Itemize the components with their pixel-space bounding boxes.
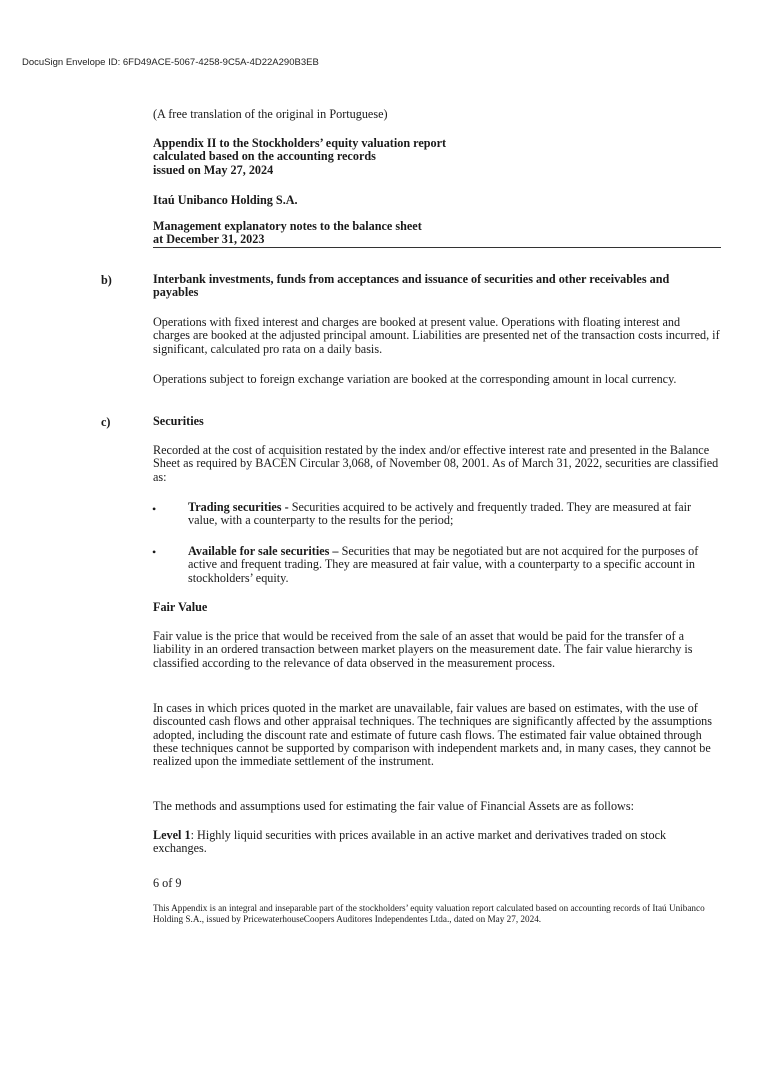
fair-value-heading: Fair Value [153, 600, 208, 614]
section-b-paragraph-1: Operations with fixed interest and charges are booked at present value. Operations with floating interest and charges are booked at the adjusted principal amount. Liabilities are presented net of the transaction costs incurred, if significant, calculated pro rata on a daily basis. [153, 315, 720, 356]
level-1-paragraph [153, 829, 720, 856]
notes-line-2: at December 31, 2023 [153, 232, 265, 247]
section-c-title: Securities [153, 414, 204, 428]
fair-value-paragraph-2: In cases in which prices quoted in the market are unavailable, fair values are based on estimates, with the use of discounted cash flows and other appraisal techniques. The techniques are significantly affected by the assumptions adopted, including the discount rate and estimate of future cash flows. The estimated fair value obtained through these techniques cannot be supported by comparison with independent markets and, in many cases, they cannot be realized upon the immediate settlement of the instrument. [153, 701, 712, 769]
section-c-label: c) [101, 415, 111, 429]
bullet-1-term: Trading securities - [188, 500, 289, 514]
bullet-2-marker: • [152, 545, 157, 559]
bullet-2-term: Available for sale securities – [188, 544, 339, 558]
header-divider [153, 247, 721, 248]
section-b-title: Interbank investments, funds from acceptances and issuance of securities and other receivables and payables [153, 272, 670, 300]
bullet-1-marker: • [152, 502, 157, 516]
document-header [153, 108, 720, 121]
translation-note: (A free translation of the original in Portuguese) [153, 107, 388, 121]
level-1-description: : Highly liquid securities with prices available in an active market and derivatives traded on stock exchanges. [153, 828, 667, 856]
section-b-label: b) [101, 273, 112, 287]
page-number: 6 of 9 [153, 876, 182, 890]
appendix-title [153, 137, 720, 177]
bullet-1-description: Securities acquired to be actively and frequently traded. They are measured at fair value, with a counterparty to the results for the period; [188, 500, 692, 528]
fair-value-paragraph-3: The methods and assumptions used for estimating the fair value of Financial Assets are as follows: [153, 799, 634, 813]
footnote: This Appendix is an integral and inseparable part of the stockholders’ equity valuation report calculated based on accounting records of Itaú Unibanco Holding S.A., issued by PricewaterhouseCoopers Auditores Independentes Ltda., dated on May 27, 2024. [153, 903, 705, 924]
bullet-1-text [188, 501, 720, 528]
bullet-2-description: Securities that may be negotiated but are not acquired for the purposes of active and frequent trading. They are measured at fair value, with a counterparty to a specific account in stockholders’ equity. [188, 544, 699, 585]
notes-title [153, 220, 720, 247]
company-name: Itaú Unibanco Holding S.A. [153, 193, 298, 207]
appendix-line-3: issued on May 27, 2024 [153, 162, 274, 177]
appendix-line-1: Appendix II to the Stockholders’ equity valuation report [153, 136, 447, 150]
appendix-line-2: calculated based on the accounting records [153, 149, 376, 164]
section-c-paragraph-1: Recorded at the cost of acquisition restated by the index and/or effective interest rate and presented in the Balance Sheet as required by BACEN Circular 3,068, of November 08, 2001. As of March 31, 2022, securities are classified as: [153, 443, 719, 484]
section-b-paragraph-2: Operations subject to foreign exchange variation are booked at the corresponding amount in local currency. [153, 372, 677, 386]
fair-value-paragraph-1: Fair value is the price that would be received from the sale of an asset that would be paid for the transfer of a liability in an ordered transaction between market players on the measurement date. The fair value hierarchy is classified according to the relevance of data observed in the measurement process. [153, 629, 693, 670]
notes-line-1: Management explanatory notes to the balance sheet [153, 219, 422, 233]
level-1-term: Level 1 [153, 828, 191, 842]
docusign-envelope-id: DocuSign Envelope ID: 6FD49ACE-5067-4258-9C5A-4D22A290B3EB [22, 57, 319, 68]
bullet-2-text [188, 545, 720, 585]
